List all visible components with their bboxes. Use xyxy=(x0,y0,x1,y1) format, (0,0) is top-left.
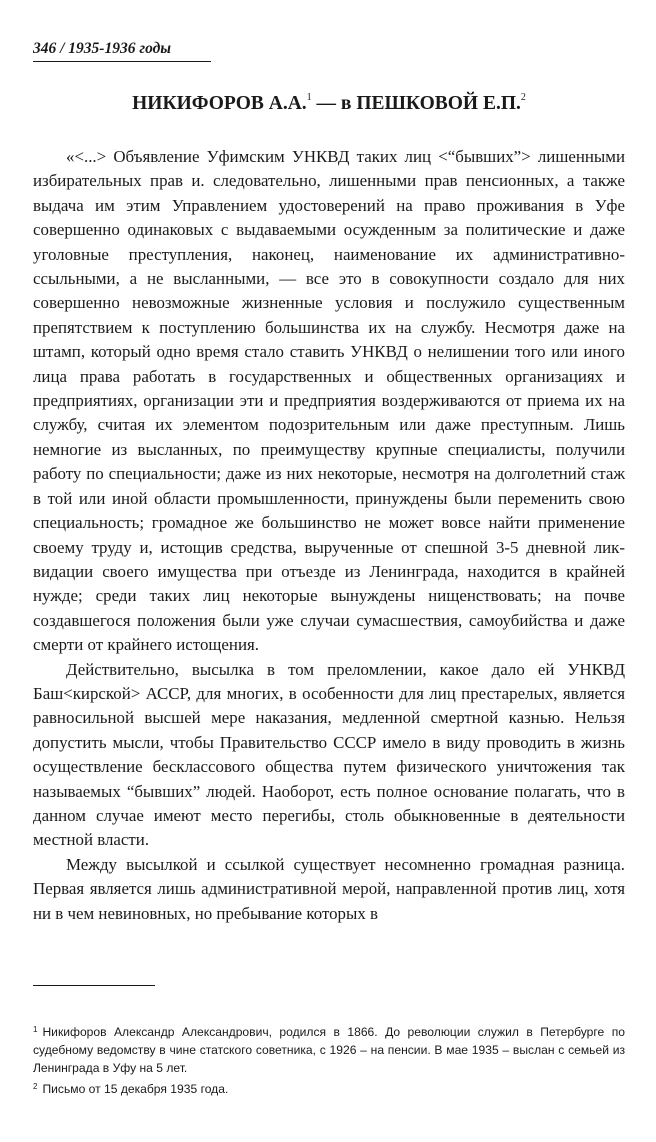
footnote-2 xyxy=(33,1080,625,1098)
document-title xyxy=(33,91,625,117)
title-footnote-marker-2: 2 xyxy=(520,92,526,103)
footnotes xyxy=(33,1023,625,1101)
footnote-2-marker: 2 xyxy=(33,1082,38,1091)
title-sender: НИКИФОРОВ А.А. xyxy=(132,93,307,114)
title-recipient: — в ПЕШКОВОЙ Е.П. xyxy=(311,93,521,114)
footnote-1-text: Никифоров Александр Александрович, родился в 1866. До революции служил в Петербурге по судебному ведомству в чине статского советника, с 1926 – на пенсии. В мае 1935 – выслан с семьей из Ленинграда в Уфу на 5 лет. xyxy=(33,1025,625,1075)
title-footnote-marker-1: 1 xyxy=(306,92,312,103)
running-head: 346 / 1935-1936 годы xyxy=(33,40,211,62)
footnote-divider xyxy=(33,985,155,986)
paragraph-3: Между высылкой и ссылкой существует несомненно громадная разница. Первая является лишь административной мерой, направленной против лиц, хотя ни в чем невиновных, но пребывание которых в xyxy=(33,854,625,923)
paragraph-2: Действительно, высылка в том преломлении, какое дало ей УНКВД Баш<кирской> АССР, для многих, в особенности для лиц престарелых, является равносильной высшей мере наказания, медленной смертной казнью. Нельзя допустить мысли, чтобы Правительство СССР имело в виду проводить в жизнь осуществление бесклассового общества путем физического уничтожения так называемых “бывших” людей. Наоборот, есть полное основание полагать, что в данном случае имеют место перегибы, столь обыкновенные в деятельности местной власти. xyxy=(33,659,625,850)
footnote-2-text: Письмо от 15 декабря 1935 года. xyxy=(42,1082,229,1096)
footnote-1-marker: 1 xyxy=(33,1025,38,1034)
letter-body xyxy=(33,145,625,926)
paragraph-1: «<...> Объявление Уфимским УНКВД таких лиц <“бывших”> лишенными избирательных прав и. следовательно, лишенными прав пенсионных, а также выдача им этим Управлением удостоверений на право проживания в Уфе совершенно одинаковых с выдаваемыми осужденным за политические и даже уголовные преступления, наконец, наименование их административно-ссыльными, а не высланными, — все это в совокупности создало для них совершенно невозможные жизненные условия и послужило существенным препятствием к поступлению большинства их на службу. Несмотря даже на штамп, который одно время стало ставить УНКВД о нелишении того или иного лица права работать в государственных и общественных организациях и предприятиях, организации эти и предприятия воздерживаются от приема их на службу, считая их элементом подозрительным или даже преступным. Лишь немногие из высланных, по преимуществу крупные специалисты, получили работу по специальности; даже из них некоторые, несмотря на долголетний стаж в той или иной области промышленности, принуждены были переменить свою специальность; громадное же большинство не может вовсе найти применение своему труду и, истощив средства, вырученные от спешной 3-5 дневной ликвидации своего имущества при отъезде из Ленинграда, находится в крайней нужде; среди таких лиц некоторые вынуждены нищенствовать; на почве создавшегося положения были уже случаи сумасшествия, самоубийства и даже смерти от крайнего истощения. xyxy=(33,147,625,655)
footnote-1 xyxy=(33,1023,625,1077)
